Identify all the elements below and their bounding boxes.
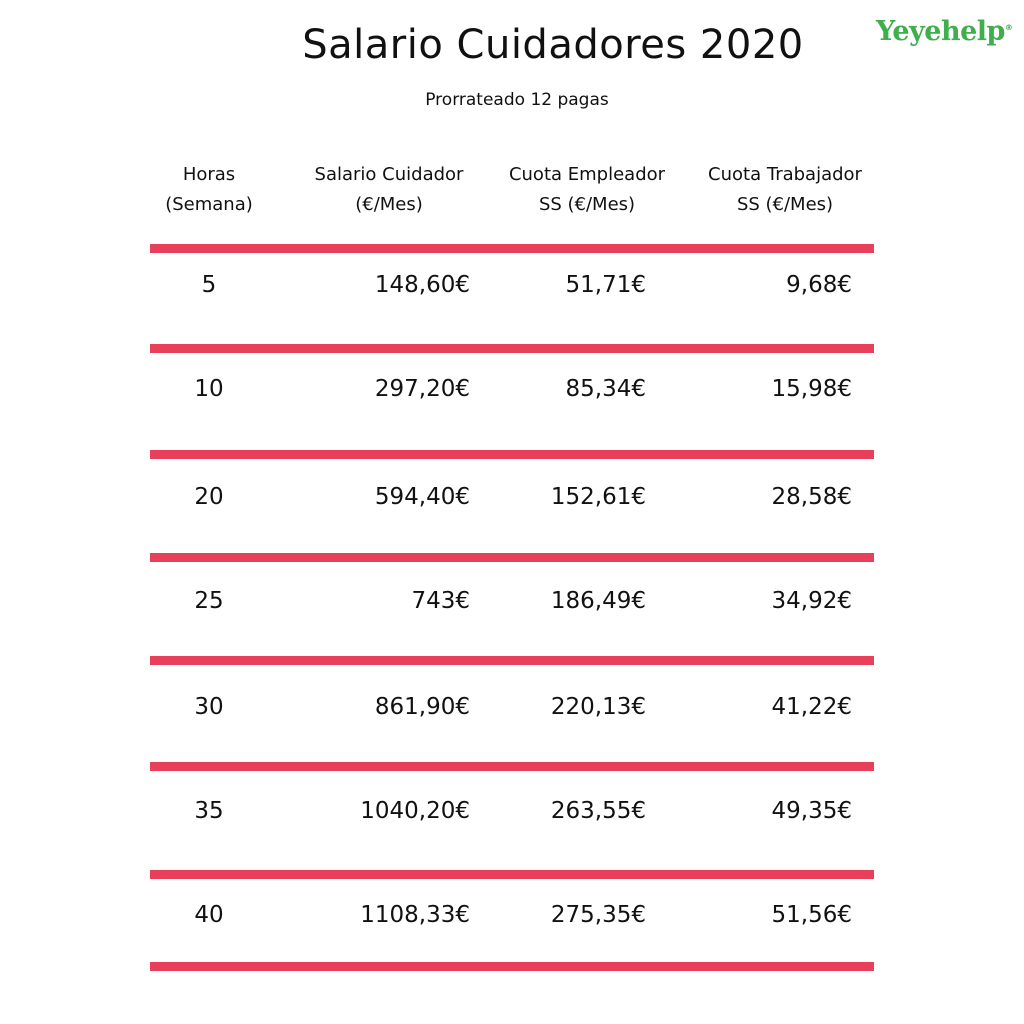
table-cell-worker: 15,98€ <box>771 376 852 402</box>
row-divider <box>150 962 874 971</box>
table-cell-hours: 40 <box>194 902 224 928</box>
row-divider <box>150 244 874 253</box>
table-cell-salary: 1040,20€ <box>360 798 470 824</box>
column-header-line: (Semana) <box>165 194 253 215</box>
table-cell-employer: 263,55€ <box>550 798 646 824</box>
table-cell-salary: 594,40€ <box>374 484 470 510</box>
row-divider <box>150 656 874 665</box>
column-header-hours <box>150 160 268 220</box>
table-cell-hours: 35 <box>194 798 224 824</box>
table-cell-worker: 51,56€ <box>771 902 852 928</box>
table-cell-hours: 10 <box>194 376 224 402</box>
table-cell-employer: 186,49€ <box>550 588 646 614</box>
row-divider <box>150 870 874 879</box>
table-cell-worker: 41,22€ <box>771 694 852 720</box>
table-cell-employer: 85,34€ <box>565 376 646 402</box>
brand-logo <box>876 16 1012 47</box>
page-title: Salario Cuidadores 2020 <box>302 22 804 68</box>
table-cell-employer: 220,13€ <box>550 694 646 720</box>
table-cell-employer: 275,35€ <box>550 902 646 928</box>
table-cell-salary: 297,20€ <box>374 376 470 402</box>
table-cell-salary: 743€ <box>411 588 470 614</box>
table-cell-salary: 861,90€ <box>374 694 470 720</box>
column-header-line: Cuota Trabajador <box>708 164 862 185</box>
row-divider <box>150 762 874 771</box>
row-divider <box>150 344 874 353</box>
table-cell-worker: 28,58€ <box>771 484 852 510</box>
column-header-line: Cuota Empleador <box>508 164 666 185</box>
table-cell-hours: 5 <box>201 272 217 298</box>
table-cell-worker: 34,92€ <box>771 588 852 614</box>
column-header-line: SS (€/Mes) <box>736 194 834 215</box>
table-cell-employer: 51,71€ <box>565 272 646 298</box>
page-subtitle: Prorrateado 12 pagas <box>425 90 609 110</box>
table-cell-hours: 30 <box>194 694 224 720</box>
table-cell-salary: 148,60€ <box>374 272 470 298</box>
table-cell-worker: 9,68€ <box>786 272 852 298</box>
column-header-line: SS (€/Mes) <box>538 194 636 215</box>
table-cell-worker: 49,35€ <box>771 798 852 824</box>
table-cell-hours: 25 <box>194 588 224 614</box>
column-header-employer <box>494 160 680 220</box>
column-header-worker <box>690 160 880 220</box>
table-cell-employer: 152,61€ <box>550 484 646 510</box>
column-header-salary <box>296 160 482 220</box>
registered-mark: ® <box>1004 23 1013 32</box>
logo-text: Yeyehelp <box>876 16 1005 47</box>
column-header-line: (€/Mes) <box>355 194 423 215</box>
row-divider <box>150 553 874 562</box>
row-divider <box>150 450 874 459</box>
column-header-line: Salario Cuidador <box>314 164 464 185</box>
table-cell-hours: 20 <box>194 484 224 510</box>
table-cell-salary: 1108,33€ <box>360 902 470 928</box>
column-header-line: Horas <box>182 164 236 185</box>
